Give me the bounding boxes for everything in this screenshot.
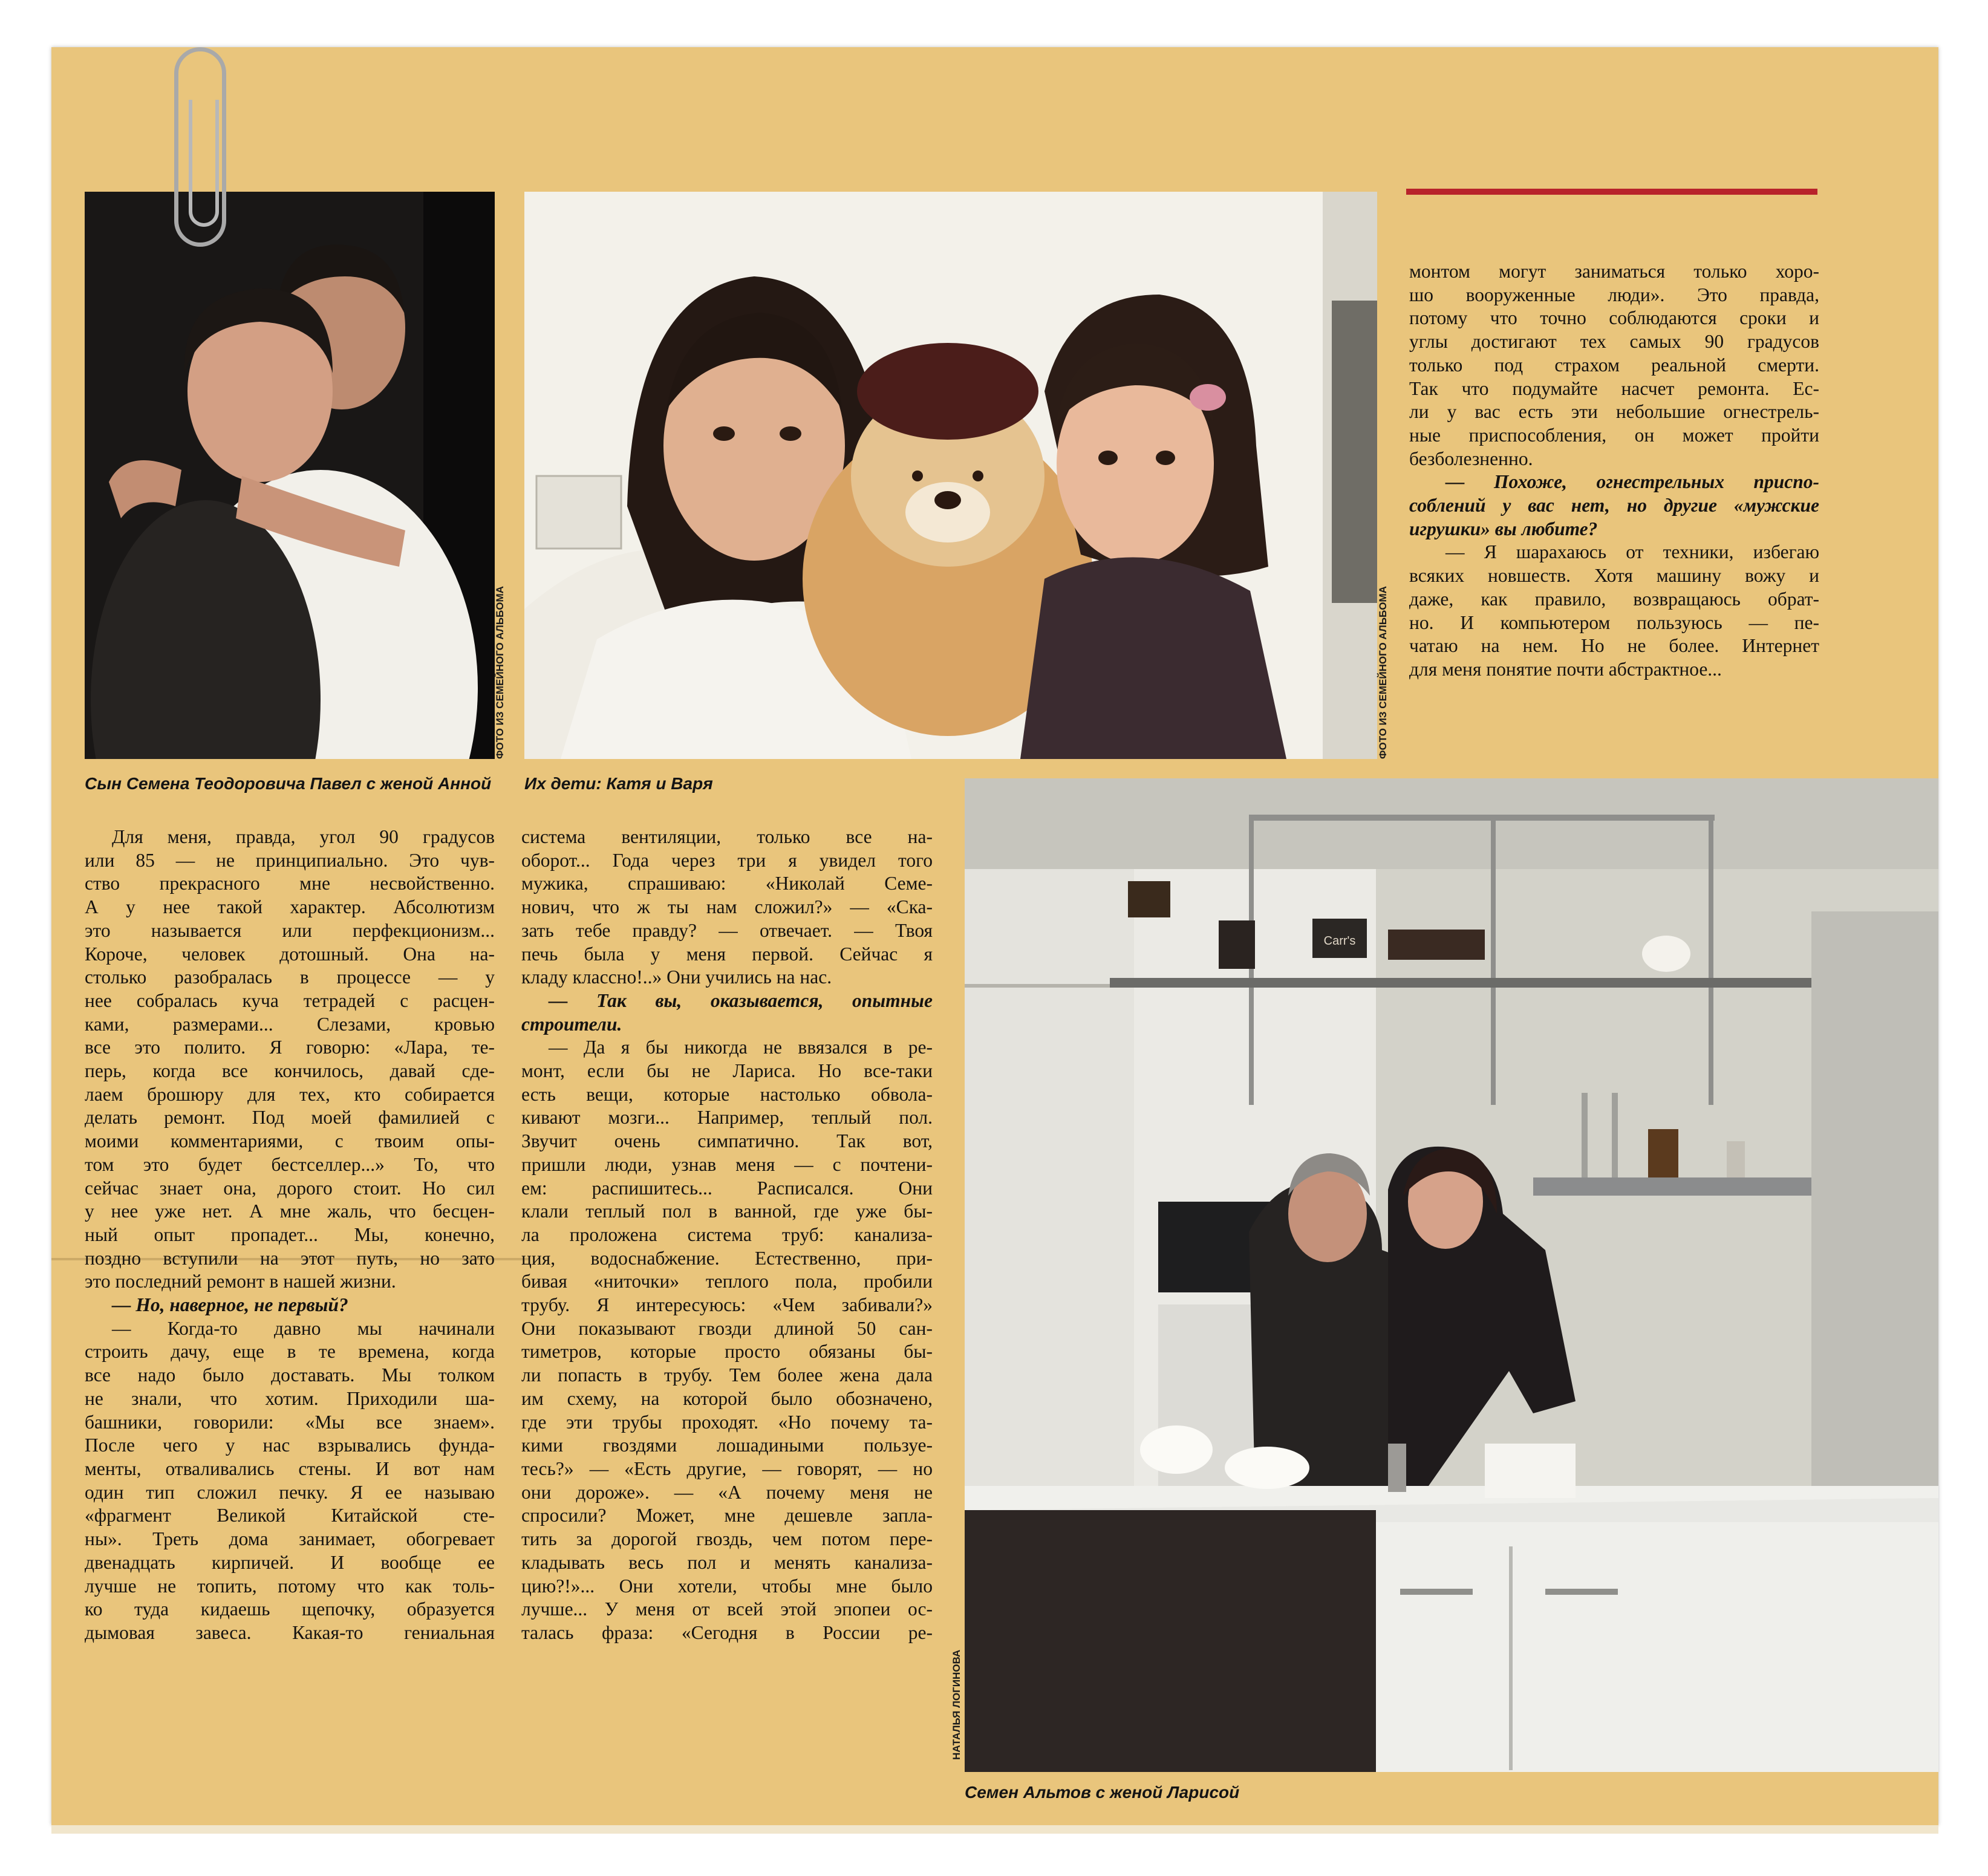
text-line: шо вооруженные люди». Это правда, <box>1409 284 1819 305</box>
text-line: перь, когда все кончилось, давай сде- <box>85 1060 495 1082</box>
photo-credit: ФОТО ИЗ СЕМЕЙНОГО АЛЬБОМА <box>1377 586 1389 759</box>
text-line: нович, что ж ты нам сложил?» — «Ска- <box>521 896 933 918</box>
interview-question: игрушки» вы любите? <box>1409 518 1598 539</box>
photo-credit: ФОТО ИЗ СЕМЕЙНОГО АЛЬБОМА <box>494 586 506 759</box>
text-line: печь была у меня первой. Сейчас я <box>521 943 933 965</box>
text-line: чатаю на нем. Но не более. Интернет <box>1409 635 1819 657</box>
text-line: есть вещи, которые настолько обвола- <box>521 1083 933 1105</box>
text-line: лучше... У меня от всей этой эпопеи ос- <box>521 1598 933 1620</box>
text-line: кладу классно!..» Они учились на нас. <box>521 966 832 988</box>
text-line: Для меня, правда, угол 90 градусов <box>112 826 495 847</box>
text-line: им схему, на которой было обозначено, <box>521 1387 933 1409</box>
text-line: все надо было доставать. Мы толком <box>85 1364 495 1386</box>
text-line: дымовая завеса. Какая-то гениальная <box>85 1621 495 1643</box>
text-line: бивая «ниточки» теплого пола, пробили <box>521 1271 933 1292</box>
text-line: талась фраза: «Сегодня в России ре- <box>521 1621 933 1643</box>
text-line: даже, как правило, возвращаюсь обрат- <box>1409 588 1819 610</box>
text-line: ем: распишитесь... Расписался. Они <box>521 1177 933 1199</box>
text-line: сейчас знает она, дорого стоит. Но сил <box>85 1177 495 1199</box>
page-bottom-edge <box>51 1825 1938 1834</box>
text-line: пришли люди, узнав меня — с почтени- <box>521 1153 933 1175</box>
text-line: ство прекрасного мне несвойственно. <box>85 873 495 894</box>
photo-kitchen <box>965 778 1938 1772</box>
text-line: оборот... Года через три я увидел того <box>521 849 933 871</box>
text-line: ные приспособления, он может пройти <box>1409 424 1819 446</box>
text-line: все это полито. Я говорю: «Лара, те- <box>85 1037 495 1058</box>
text-line: ли у вас есть эти небольшие огнестрель- <box>1409 401 1819 423</box>
text-line: двенадцать кирпичей. И вообще ее <box>85 1551 495 1573</box>
interview-question: — Но, наверное, не первый? <box>112 1294 348 1316</box>
text-line: но. И компьютером пользуюсь — пе- <box>1409 611 1819 633</box>
text-line: система вентиляции, только все на- <box>521 826 933 847</box>
interview-question: соблений у вас нет, но другие «мужские <box>1409 495 1819 516</box>
text-line: или 85 — не принципиально. Это чув- <box>85 849 495 871</box>
interview-question: — Так вы, оказывается, опытные <box>549 989 933 1011</box>
text-line: это называется или перфекционизм... <box>85 919 495 941</box>
text-line: После чего у нас взрывались фунда- <box>85 1435 495 1456</box>
text-line: мужика, спрашиваю: «Николай Семе- <box>521 873 933 894</box>
photo-credit: НАТАЛЬЯ ЛОГИНОВА <box>951 1649 962 1760</box>
text-line: спросили? Может, мне дешевле запла- <box>521 1505 933 1526</box>
text-line: монтом могут заниматься только хоро- <box>1409 261 1819 282</box>
text-line: Короче, человек дотошный. Она на- <box>85 943 495 965</box>
text-line: зать тебе правду? — отвечает. — Твоя <box>521 919 933 941</box>
text-line: только под страхом реальной смерти. <box>1409 354 1819 376</box>
text-line: один тип сложил печку. Я ее называю <box>85 1481 495 1503</box>
text-line: «фрагмент Великой Китайской сте- <box>85 1505 495 1526</box>
text-line: ками, размерами... Слезами, кровью <box>85 1013 495 1035</box>
text-line: Они показывают гвозди длиной 50 сан- <box>521 1317 933 1339</box>
text-line: ко туда кидаешь щепочку, образуется <box>85 1598 495 1620</box>
text-line: тить за дорогой гвоздь, чем потом пере- <box>521 1528 933 1550</box>
text-line: А у нее такой характер. Абсолютизм <box>85 896 495 918</box>
text-line: — Когда-то давно мы начинали <box>112 1317 495 1339</box>
text-line: нее собралась куча тетрадей с расцен- <box>85 989 495 1011</box>
text-line: делать ремонт. Под моей фамилией с <box>85 1107 495 1129</box>
text-line: лаем брошюру для тех, кто собирается <box>85 1083 495 1105</box>
text-line: монт, если бы не Лариса. Но все-таки <box>521 1060 933 1082</box>
text-line: тиметров, которые просто обязаны бы- <box>521 1341 933 1363</box>
text-line: кладывать весь пол и менять канализа- <box>521 1551 933 1573</box>
text-line: ция, водоснабжение. Естественно, при- <box>521 1247 933 1269</box>
text-line: строить дачу, еще в те времена, когда <box>85 1341 495 1363</box>
text-line: моими комментариями, с твоим опы- <box>85 1130 495 1152</box>
text-line: поздно вступили на этот путь, но зато <box>85 1247 495 1269</box>
photo-caption: Сын Семена Теодоровича Павел с женой Анной <box>85 774 492 793</box>
text-line: том это будет бестселлер...» То, что <box>85 1153 495 1175</box>
text-line: менты, отваливались стены. И вот нам <box>85 1457 495 1479</box>
article-column-right <box>1409 260 1819 682</box>
article-column-left <box>85 826 495 1645</box>
text-line: — Да я бы никогда не ввязался в ре- <box>549 1037 933 1058</box>
text-line: Звучит очень симпатично. Так вот, <box>521 1130 933 1152</box>
text-line: цию?!»... Они хотели, чтобы мне было <box>521 1575 933 1597</box>
text-line: это последний ремонт в нашей жизни. <box>85 1271 396 1292</box>
text-line: где эти трубы проходят. «Но почему та- <box>521 1411 933 1433</box>
text-line: кивают мозги... Например, теплый пол. <box>521 1107 933 1129</box>
photo-children <box>524 192 1377 759</box>
text-line: всяких новшеств. Хотя машину вожу и <box>1409 565 1819 587</box>
interview-question: — Похоже, огнестрельных приспо- <box>1445 471 1819 493</box>
text-line: они дороже». — «А почему меня не <box>521 1481 933 1503</box>
section-rule <box>1406 189 1817 195</box>
photo-son-with-wife <box>85 192 495 759</box>
paperclip-inner-loop <box>189 100 219 227</box>
text-line: тесь?» — «Есть другие, — говорят, — но <box>521 1457 933 1479</box>
photo-caption: Их дети: Катя и Варя <box>524 774 713 793</box>
text-line: — Я шарахаюсь от техники, избегаю <box>1445 541 1819 563</box>
text-line: Так что подумайте насчет ремонта. Ес- <box>1409 377 1819 399</box>
text-line: безболезненно. <box>1409 448 1533 469</box>
interview-question: строители. <box>521 1013 622 1035</box>
text-line: ла проложена система труб: канализа- <box>521 1223 933 1245</box>
text-line: столько разобралась в процессе — у <box>85 966 495 988</box>
text-line: ны». Треть дома занимает, обогревает <box>85 1528 495 1550</box>
text-line: клали теплый пол в ванной, где уже бы- <box>521 1200 933 1222</box>
package-label: Carr's <box>1323 934 1356 948</box>
text-line: углы достигают тех самых 90 градусов <box>1409 331 1819 353</box>
article-column-middle <box>521 826 933 1645</box>
text-line: башники, говорили: «Мы все знаем». <box>85 1411 495 1433</box>
text-line: для меня понятие почти абстрактное... <box>1409 658 1722 680</box>
text-line: у нее уже нет. А мне жаль, что бесцен- <box>85 1200 495 1222</box>
text-line: не знали, что хотим. Приходили ша- <box>85 1387 495 1409</box>
text-line: трубу. Я интересуюсь: «Чем забивали?» <box>521 1294 933 1316</box>
text-line: лучше не топить, потому что как толь- <box>85 1575 495 1597</box>
text-line: ный опыт пропадет... Мы, конечно, <box>85 1223 495 1245</box>
photo-caption: Семен Альтов с женой Ларисой <box>965 1783 1240 1802</box>
text-line: кими гвоздями лошадиными пользуе- <box>521 1435 933 1456</box>
text-line: ли попасть в трубу. Тем более жена дала <box>521 1364 933 1386</box>
text-line: потому что точно соблюдаются сроки и <box>1409 307 1819 329</box>
